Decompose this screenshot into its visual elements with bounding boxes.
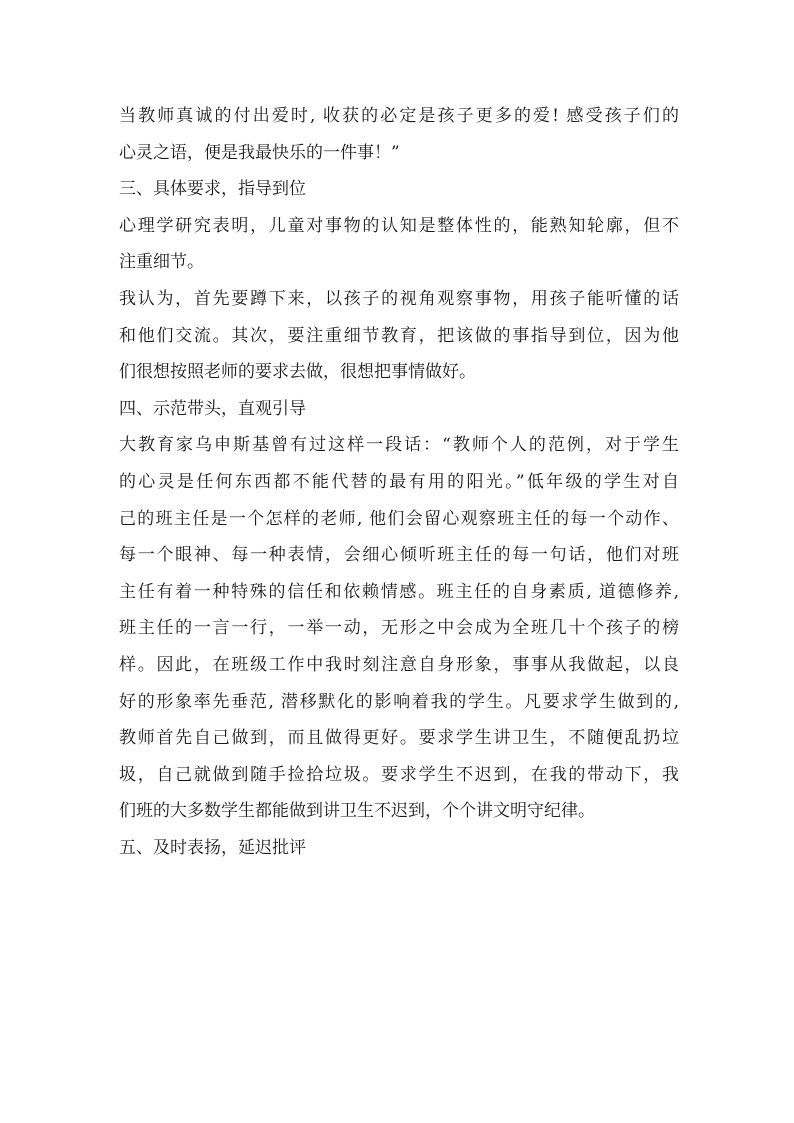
text-line: 和他们交流。其次，要注重细节教育，把该做的事指导到位，因为他	[119, 325, 679, 346]
text-line: 班主任的一言一行，一举一动，无形之中会成为全班几十个孩子的榜	[119, 618, 679, 639]
text-line: 样。因此，在班级工作中我时刻注意自身形象，事事从我做起，以良	[119, 654, 679, 675]
text-line: 当教师真诚的付出爱时, 收获的必定是孩子更多的爱! 感受孩子们的	[119, 106, 679, 126]
text-line: 我认为，首先要蹲下来，以孩子的视角观察事物，用孩子能听懂的话	[119, 288, 679, 309]
text-line: 的心灵是任何东西都不能代替的最有用的阳光。”低年级的学生对自	[119, 471, 679, 492]
text-line: 五、及时表扬，延迟批评	[119, 837, 306, 858]
text-line: 己的班主任是一个怎样的老师, 他们会留心观察班主任的每一个动作、	[119, 508, 679, 529]
text-line: 四、示范带头，直观引导	[119, 398, 306, 419]
text-line: 心理学研究表明，儿童对事物的认知是整体性的，能熟知轮廓，但不	[119, 215, 679, 236]
text-line: 主任有着一种特殊的信任和依赖情感。班主任的自身素质, 道德修养,	[119, 581, 679, 602]
text-line: 注重细节。	[119, 252, 204, 273]
text-line: 们班的大多数学生都能做到讲卫生不迟到，个个讲文明守纪律。	[119, 801, 595, 822]
text-line: 大教育家乌申斯基曾有过这样一段话：“教师个人的范例，对于学生	[119, 435, 679, 456]
text-line: 三、具体要求，指导到位	[119, 179, 306, 200]
text-line: 教师首先自己做到，而且做得更好。要求学生讲卫生，不随便乱扔垃	[119, 728, 679, 749]
text-line: 心灵之语，便是我最快乐的一件事！”	[119, 142, 400, 163]
text-line: 们很想按照老师的要求去做，很想把事情做好。	[119, 362, 476, 383]
text-line: 好的形象率先垂范, 潜移默化的影响着我的学生。凡要求学生做到的,	[119, 691, 679, 712]
text-line: 每一个眼神、每一种表情，会细心倾听班主任的每一句话，他们对班	[119, 545, 679, 566]
document-body	[119, 98, 679, 866]
text-line: 圾，自己就做到随手捡拾垃圾。要求学生不迟到，在我的带动下，我	[119, 764, 679, 785]
